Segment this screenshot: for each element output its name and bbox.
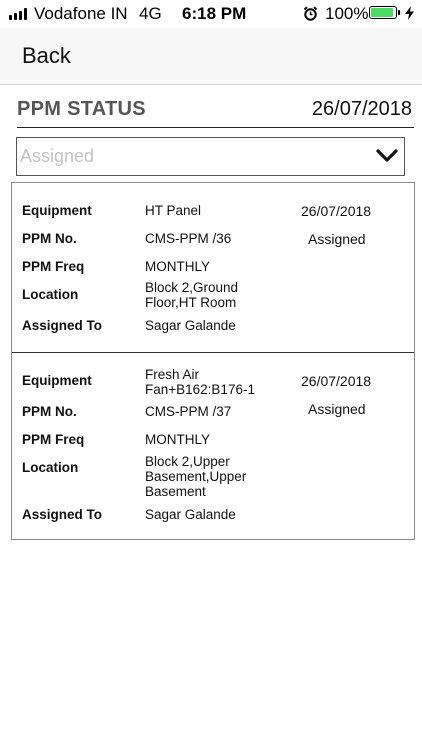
location-value: Block 2,Ground Floor,HT Room bbox=[145, 280, 239, 310]
equipment-value: Fresh Air Fan+B162:B176-1 bbox=[145, 367, 255, 397]
equipment-label: Equipment bbox=[22, 373, 92, 388]
ppm-freq-value: MONTHLY bbox=[145, 259, 211, 274]
assigned-to-label: Assigned To bbox=[22, 318, 103, 333]
back-button[interactable]: Back bbox=[22, 43, 71, 68]
ppm-record-card[interactable] bbox=[12, 183, 414, 352]
ppm-record-card[interactable] bbox=[12, 352, 414, 539]
ppm-list bbox=[11, 182, 415, 540]
location-label: Location bbox=[22, 287, 79, 302]
header-date: 26/07/2018 bbox=[311, 98, 412, 120]
status-bar bbox=[0, 0, 422, 28]
chevron-down-icon bbox=[376, 147, 398, 165]
record-status: Assigned bbox=[308, 401, 366, 417]
record-date: 26/07/2018 bbox=[301, 203, 372, 219]
equipment-label: Equipment bbox=[22, 203, 92, 218]
page-title: PPM STATUS bbox=[17, 98, 146, 120]
status-filter-value: Assigned bbox=[20, 146, 95, 166]
record-status: Assigned bbox=[308, 231, 366, 247]
battery-percent: 100% bbox=[325, 4, 369, 23]
ppm-freq-value: MONTHLY bbox=[145, 432, 211, 447]
location-label: Location bbox=[22, 460, 79, 475]
ppm-freq-label: PPM Freq bbox=[22, 259, 85, 274]
battery-icon bbox=[369, 6, 397, 19]
assigned-to-label: Assigned To bbox=[22, 507, 103, 522]
ppm-no-label: PPM No. bbox=[22, 231, 77, 246]
assigned-to-value: Sagar Galande bbox=[145, 507, 236, 522]
charging-bolt-icon bbox=[405, 6, 414, 20]
ppm-freq-label: PPM Freq bbox=[22, 432, 85, 447]
assigned-to-value: Sagar Galande bbox=[145, 318, 236, 333]
equipment-value: HT Panel bbox=[145, 203, 202, 218]
navigation-bar bbox=[0, 28, 422, 85]
carrier-name: Vodafone IN bbox=[34, 4, 128, 23]
clock: 6:18 PM bbox=[182, 4, 247, 23]
location-value: Block 2,Upper Basement,Upper Basement bbox=[145, 454, 247, 499]
record-date: 26/07/2018 bbox=[301, 373, 372, 389]
status-filter-dropdown[interactable] bbox=[16, 137, 405, 176]
ppm-no-value: CMS-PPM /37 bbox=[145, 404, 232, 419]
page-header bbox=[17, 96, 414, 128]
alarm-icon bbox=[303, 6, 318, 21]
network-type: 4G bbox=[139, 4, 162, 23]
ppm-no-value: CMS-PPM /36 bbox=[145, 231, 232, 246]
ppm-no-label: PPM No. bbox=[22, 404, 77, 419]
